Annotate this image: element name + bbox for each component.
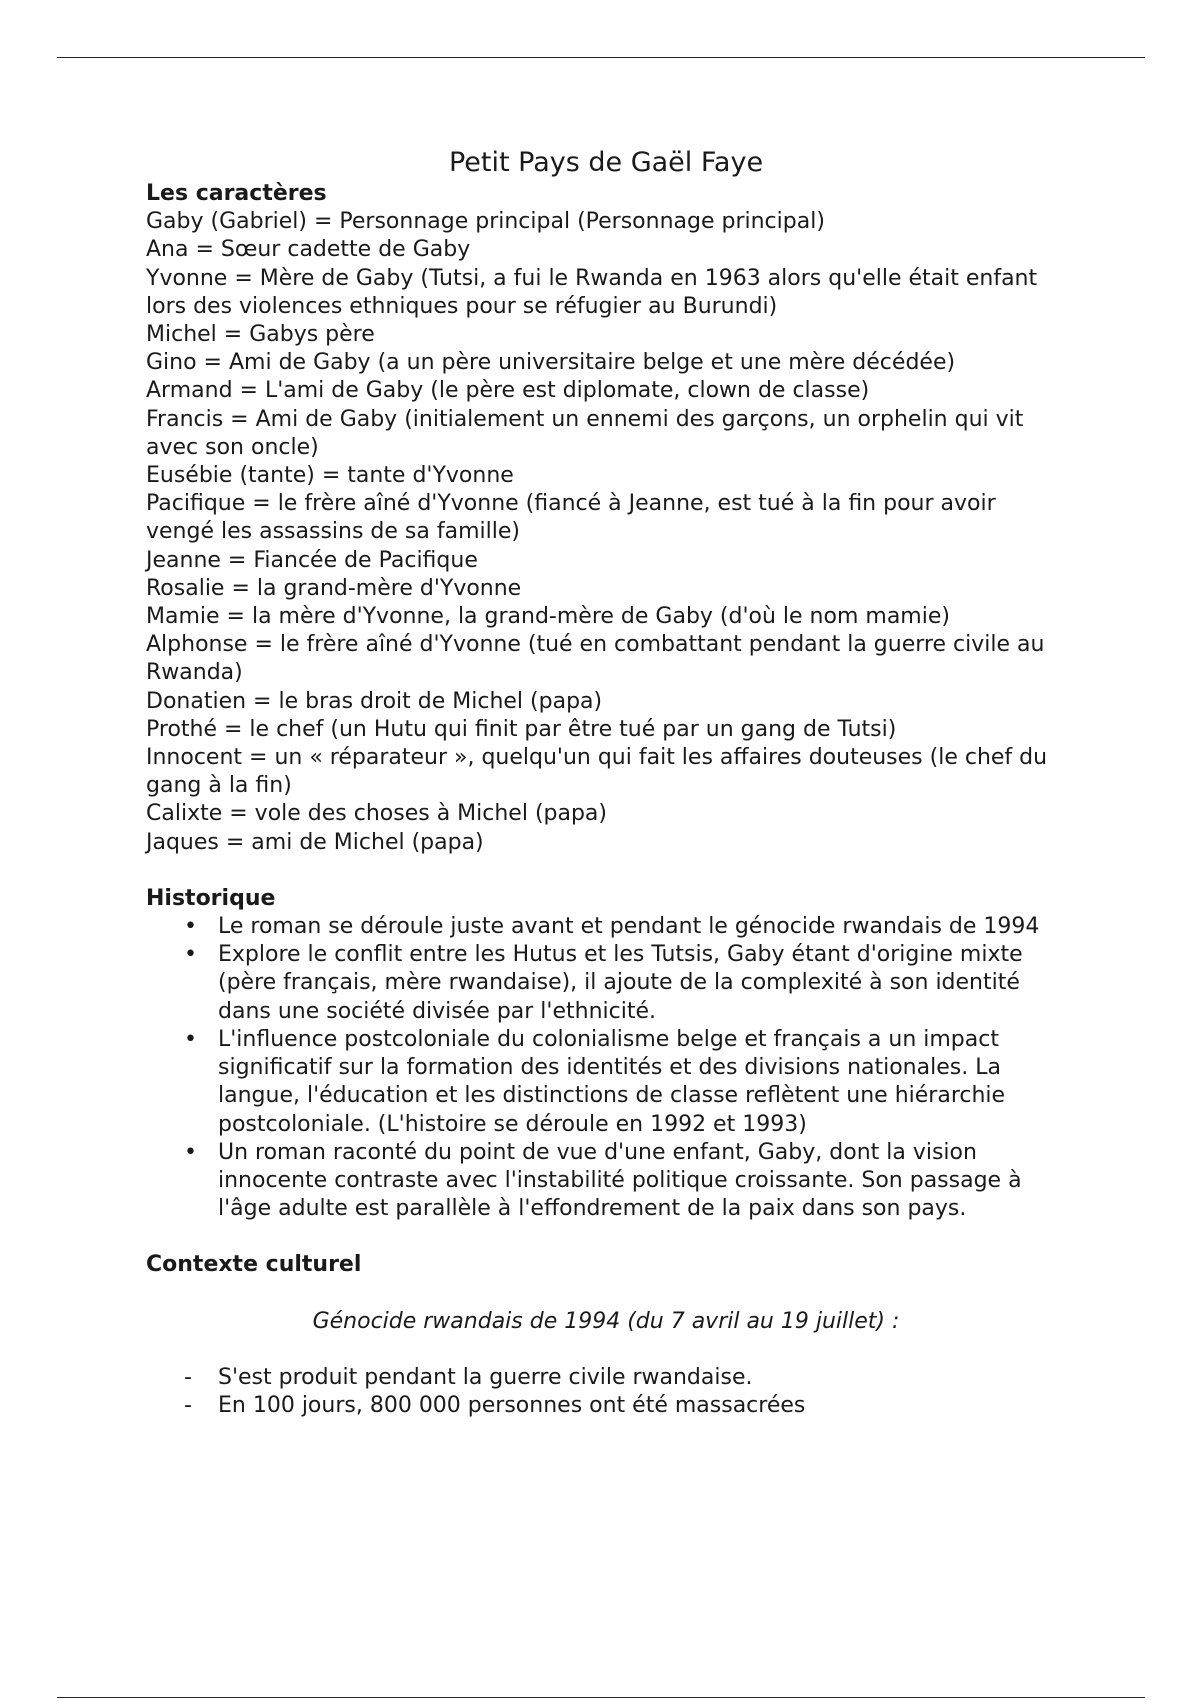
top-rule <box>57 57 1145 58</box>
character-line: Francis = Ami de Gaby (initialement un ennemi des garçons, un orphelin qui vit avec son oncle) <box>146 406 1024 460</box>
character-line: Pacifique = le frère aîné d'Yvonne (fiancé à Jeanne, est tué à la fin pour avoir vengé les assassins de sa famille) <box>146 491 996 545</box>
history-bullet: • L'influence postcoloniale du colonialisme belge et français a un impact significatif sur la formation des identités et des divisions nationales. La langue, l'éducation et les distinctions de classe reflètent une hiérarchie postcoloniale. (L'histoire se déroule en 1992 et 1993) <box>146 1026 1066 1139</box>
culture-item: - En 100 jours, 800 000 personnes ont été massacrées <box>146 1392 1066 1420</box>
character-line: Innocent = un « réparateur », quelqu'un qui fait les affaires douteuses (le chef du gang à la fin) <box>146 745 1048 799</box>
characters-heading: Les caractères <box>146 181 327 206</box>
culture-list <box>146 1364 1066 1420</box>
document-page <box>146 146 1066 1420</box>
section-spacer <box>146 1223 1066 1251</box>
history-list <box>146 913 1066 1223</box>
character-line: Michel = Gabys père <box>146 322 375 348</box>
character-line: Eusébie (tante) = tante d'Yvonne <box>146 463 514 489</box>
characters-list <box>146 208 1066 857</box>
character-line: Rosalie = la grand-mère d'Yvonne <box>146 575 522 601</box>
character-line: Gaby (Gabriel) = Personnage principal (Personnage principal) <box>146 209 825 235</box>
character-line: Ana = Sœur cadette de Gaby <box>146 237 471 263</box>
character-line: Jaques = ami de Michel (papa) <box>146 829 484 855</box>
history-bullet: • Explore le conflit entre les Hutus et les Tutsis, Gaby étant d'origine mixte (père français, mère rwandaise), il ajoute de la complexité à son identité dans une société divisée par l'ethnicité. <box>146 941 1066 1026</box>
history-bullet: • Le roman se déroule juste avant et pendant le génocide rwandais de 1994 <box>146 913 1066 941</box>
character-line: Prothé = le chef (un Hutu qui finit par être tué par un gang de Tutsi) <box>146 716 897 742</box>
section-spacer <box>146 1336 1066 1364</box>
character-line: Alphonse = le frère aîné d'Yvonne (tué en combattant pendant la guerre civile au Rwanda) <box>146 632 1045 686</box>
document-title: Petit Pays de Gaël Faye <box>448 147 764 178</box>
bottom-rule <box>57 1697 1145 1698</box>
character-line: Jeanne = Fiancée de Pacifique <box>146 547 478 573</box>
character-line: Mamie = la mère d'Yvonne, la grand-mère de Gaby (d'où le nom mamie) <box>146 604 950 630</box>
section-spacer <box>146 1280 1066 1308</box>
character-line: Calixte = vole des choses à Michel (papa) <box>146 801 608 827</box>
history-heading: Historique <box>146 885 276 911</box>
character-line: Donatien = le bras droit de Michel (papa) <box>146 688 603 714</box>
character-line: Armand = L'ami de Gaby (le père est diplomate, clown de classe) <box>146 378 870 404</box>
character-line: Gino = Ami de Gaby (a un père universitaire belge et une mère décédée) <box>146 350 956 376</box>
culture-subtitle: Génocide rwandais de 1994 (du 7 avril au 19 juillet) : <box>312 1308 900 1334</box>
culture-heading: Contexte culturel <box>146 1252 362 1278</box>
culture-item: - S'est produit pendant la guerre civile rwandaise. <box>146 1364 1066 1392</box>
history-bullet: • Un roman raconté du point de vue d'une enfant, Gaby, dont la vision innocente contraste avec l'instabilité politique croissante. Son passage à l'âge adulte est parallèle à l'effondrement de la paix dans son pays. <box>146 1139 1066 1224</box>
section-spacer <box>146 857 1066 885</box>
character-line: Yvonne = Mère de Gaby (Tutsi, a fui le Rwanda en 1963 alors qu'elle était enfant lors des violences ethniques pour se réfugier au Burundi) <box>146 265 1038 319</box>
